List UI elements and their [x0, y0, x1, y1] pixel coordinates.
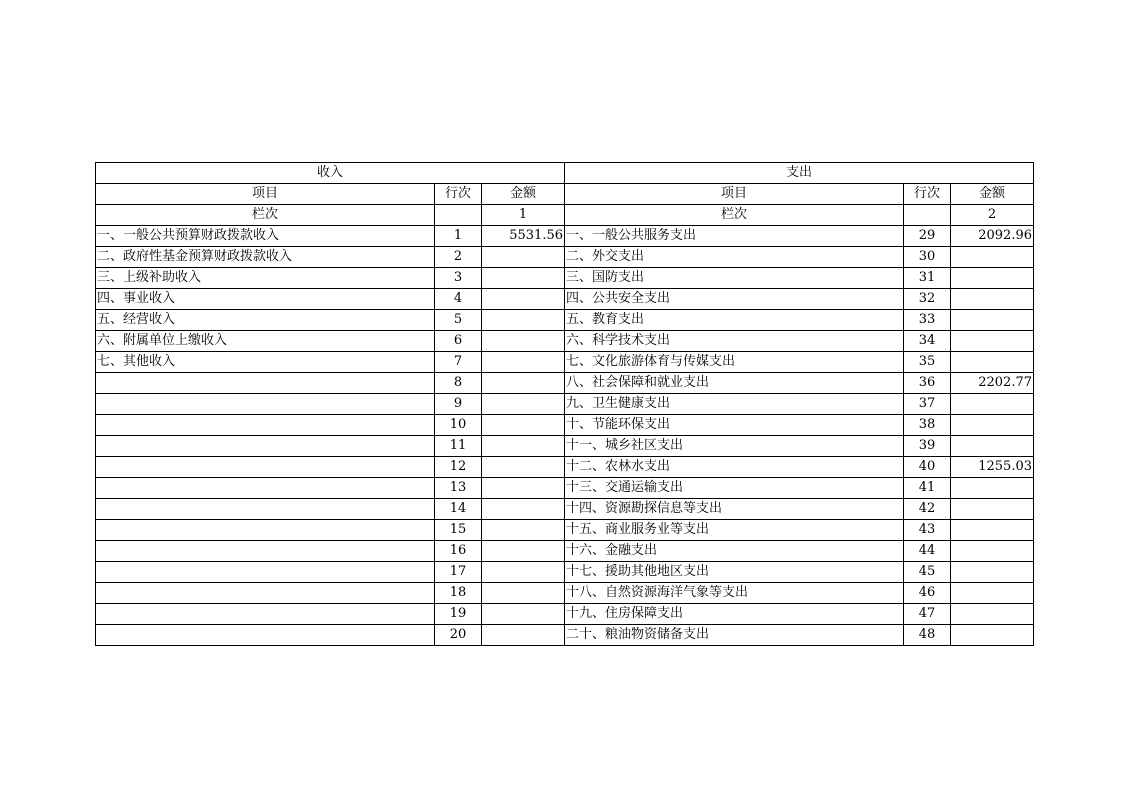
expense-item-cell: 三、国防支出 [565, 268, 904, 289]
budget-table [95, 162, 1034, 646]
income-item-cell [96, 520, 435, 541]
expense-row-no-cell: 32 [904, 289, 951, 310]
expense-row-no-cell: 38 [904, 415, 951, 436]
income-item-cell: 六、附属单位上缴收入 [96, 331, 435, 352]
expense-amount-cell [951, 268, 1034, 289]
expense-row-no-cell: 37 [904, 394, 951, 415]
expense-item-cell: 十三、交通运输支出 [565, 478, 904, 499]
income-amount-cell [482, 457, 565, 478]
income-row-no-cell: 9 [435, 394, 482, 415]
expense-row-no-cell: 42 [904, 499, 951, 520]
income-amount-cell [482, 625, 565, 646]
income-amount-cell [482, 310, 565, 331]
table-row [96, 310, 1034, 331]
income-row-no-blank [435, 205, 482, 226]
table-row [96, 478, 1034, 499]
expense-row-no-cell: 45 [904, 562, 951, 583]
table-row [96, 373, 1034, 394]
table-row [96, 415, 1034, 436]
expense-row-no-cell: 48 [904, 625, 951, 646]
expense-row-no-cell: 41 [904, 478, 951, 499]
expense-amount-cell [951, 562, 1034, 583]
income-row-no-header: 行次 [435, 184, 482, 205]
income-item-cell [96, 499, 435, 520]
expense-amount-cell [951, 331, 1034, 352]
expense-item-header: 项目 [565, 184, 904, 205]
expense-row-no-cell: 31 [904, 268, 951, 289]
expense-item-cell: 十二、农林水支出 [565, 457, 904, 478]
income-row-no-cell: 20 [435, 625, 482, 646]
expense-row-no-cell: 29 [904, 226, 951, 247]
expense-amount-cell: 2202.77 [951, 373, 1034, 394]
expense-item-cell: 十四、资源勘探信息等支出 [565, 499, 904, 520]
income-item-cell: 一、一般公共预算财政拨款收入 [96, 226, 435, 247]
income-amount-cell [482, 268, 565, 289]
income-section-header: 收入 [96, 163, 565, 184]
expense-item-cell: 六、科学技术支出 [565, 331, 904, 352]
income-row-no-cell: 11 [435, 436, 482, 457]
income-row-no-cell: 3 [435, 268, 482, 289]
column-number-row [96, 205, 1034, 226]
table-row [96, 520, 1034, 541]
income-row-no-cell: 10 [435, 415, 482, 436]
expense-amount-cell [951, 478, 1034, 499]
income-item-cell [96, 415, 435, 436]
income-amount-cell [482, 394, 565, 415]
income-amount-cell [482, 331, 565, 352]
income-row-no-cell: 17 [435, 562, 482, 583]
expense-item-cell: 七、文化旅游体育与传媒支出 [565, 352, 904, 373]
income-row-no-cell: 16 [435, 541, 482, 562]
expense-amount-header: 金额 [951, 184, 1034, 205]
expense-amount-cell: 2092.96 [951, 226, 1034, 247]
income-item-cell [96, 457, 435, 478]
expense-amount-cell [951, 415, 1034, 436]
table-row [96, 289, 1034, 310]
expense-row-no-cell: 39 [904, 436, 951, 457]
expense-row-no-cell: 47 [904, 604, 951, 625]
expense-row-no-header: 行次 [904, 184, 951, 205]
expense-item-cell: 十、节能环保支出 [565, 415, 904, 436]
income-item-cell: 五、经营收入 [96, 310, 435, 331]
expense-row-no-cell: 36 [904, 373, 951, 394]
income-row-no-cell: 14 [435, 499, 482, 520]
table-row [96, 268, 1034, 289]
expense-item-cell: 十八、自然资源海洋气象等支出 [565, 583, 904, 604]
table-row [96, 604, 1034, 625]
expense-item-cell: 二十、粮油物资储备支出 [565, 625, 904, 646]
income-item-cell: 四、事业收入 [96, 289, 435, 310]
income-amount-cell [482, 289, 565, 310]
table-row [96, 499, 1034, 520]
table-row [96, 247, 1034, 268]
income-item-cell [96, 478, 435, 499]
income-row-no-cell: 15 [435, 520, 482, 541]
expense-item-cell: 九、卫生健康支出 [565, 394, 904, 415]
income-amount-cell [482, 247, 565, 268]
income-item-cell [96, 394, 435, 415]
expense-row-no-cell: 40 [904, 457, 951, 478]
table-row [96, 331, 1034, 352]
income-amount-cell [482, 583, 565, 604]
expense-amount-cell [951, 247, 1034, 268]
income-item-header: 项目 [96, 184, 435, 205]
income-amount-cell [482, 478, 565, 499]
expense-amount-cell [951, 352, 1034, 373]
expense-row-no-cell: 30 [904, 247, 951, 268]
income-amount-cell [482, 352, 565, 373]
income-item-cell: 七、其他收入 [96, 352, 435, 373]
income-row-no-cell: 18 [435, 583, 482, 604]
column-header-row [96, 184, 1034, 205]
table-row [96, 457, 1034, 478]
income-amount-cell [482, 520, 565, 541]
expense-row-no-cell: 43 [904, 520, 951, 541]
table-row [96, 562, 1034, 583]
income-amount-cell [482, 415, 565, 436]
expense-item-cell: 十一、城乡社区支出 [565, 436, 904, 457]
table-row [96, 436, 1034, 457]
income-row-no-cell: 19 [435, 604, 482, 625]
income-amount-cell [482, 541, 565, 562]
expense-amount-cell [951, 289, 1034, 310]
income-item-cell [96, 562, 435, 583]
income-item-cell [96, 625, 435, 646]
expense-row-no-cell: 34 [904, 331, 951, 352]
expense-row-no-cell: 46 [904, 583, 951, 604]
expense-amount-cell [951, 520, 1034, 541]
income-amount-cell [482, 436, 565, 457]
table-row [96, 583, 1034, 604]
table-row [96, 541, 1034, 562]
income-row-no-cell: 5 [435, 310, 482, 331]
income-row-no-cell: 6 [435, 331, 482, 352]
table-row [96, 226, 1034, 247]
income-item-cell: 三、上级补助收入 [96, 268, 435, 289]
section-header-row [96, 163, 1034, 184]
income-amount-header: 金额 [482, 184, 565, 205]
expense-item-cell: 四、公共安全支出 [565, 289, 904, 310]
table-row [96, 625, 1034, 646]
income-item-cell [96, 373, 435, 394]
expense-amount-cell [951, 436, 1034, 457]
expense-amount-cell [951, 394, 1034, 415]
expense-item-cell: 八、社会保障和就业支出 [565, 373, 904, 394]
expense-row-no-blank [904, 205, 951, 226]
income-column-number: 1 [482, 205, 565, 226]
income-row-no-cell: 7 [435, 352, 482, 373]
income-row-no-cell: 4 [435, 289, 482, 310]
income-item-cell [96, 541, 435, 562]
expense-section-header: 支出 [565, 163, 1034, 184]
income-amount-cell [482, 499, 565, 520]
expense-amount-cell [951, 625, 1034, 646]
expense-item-cell: 十六、金融支出 [565, 541, 904, 562]
expense-column-number: 2 [951, 205, 1034, 226]
expense-column-label: 栏次 [565, 205, 904, 226]
income-item-cell: 二、政府性基金预算财政拨款收入 [96, 247, 435, 268]
expense-row-no-cell: 35 [904, 352, 951, 373]
expense-item-cell: 五、教育支出 [565, 310, 904, 331]
income-row-no-cell: 8 [435, 373, 482, 394]
expense-amount-cell [951, 499, 1034, 520]
income-row-no-cell: 12 [435, 457, 482, 478]
expense-item-cell: 十七、援助其他地区支出 [565, 562, 904, 583]
expense-row-no-cell: 33 [904, 310, 951, 331]
expense-item-cell: 十九、住房保障支出 [565, 604, 904, 625]
income-amount-cell [482, 604, 565, 625]
income-column-label: 栏次 [96, 205, 435, 226]
table-row [96, 352, 1034, 373]
expense-row-no-cell: 44 [904, 541, 951, 562]
expense-item-cell: 一、一般公共服务支出 [565, 226, 904, 247]
expense-amount-cell [951, 541, 1034, 562]
income-amount-cell [482, 562, 565, 583]
income-row-no-cell: 13 [435, 478, 482, 499]
expense-item-cell: 二、外交支出 [565, 247, 904, 268]
income-item-cell [96, 436, 435, 457]
expense-item-cell: 十五、商业服务业等支出 [565, 520, 904, 541]
income-amount-cell [482, 373, 565, 394]
expense-amount-cell: 1255.03 [951, 457, 1034, 478]
income-row-no-cell: 2 [435, 247, 482, 268]
table-row [96, 394, 1034, 415]
income-item-cell [96, 604, 435, 625]
expense-amount-cell [951, 583, 1034, 604]
income-amount-cell: 5531.56 [482, 226, 565, 247]
income-item-cell [96, 583, 435, 604]
expense-amount-cell [951, 604, 1034, 625]
income-row-no-cell: 1 [435, 226, 482, 247]
expense-amount-cell [951, 310, 1034, 331]
